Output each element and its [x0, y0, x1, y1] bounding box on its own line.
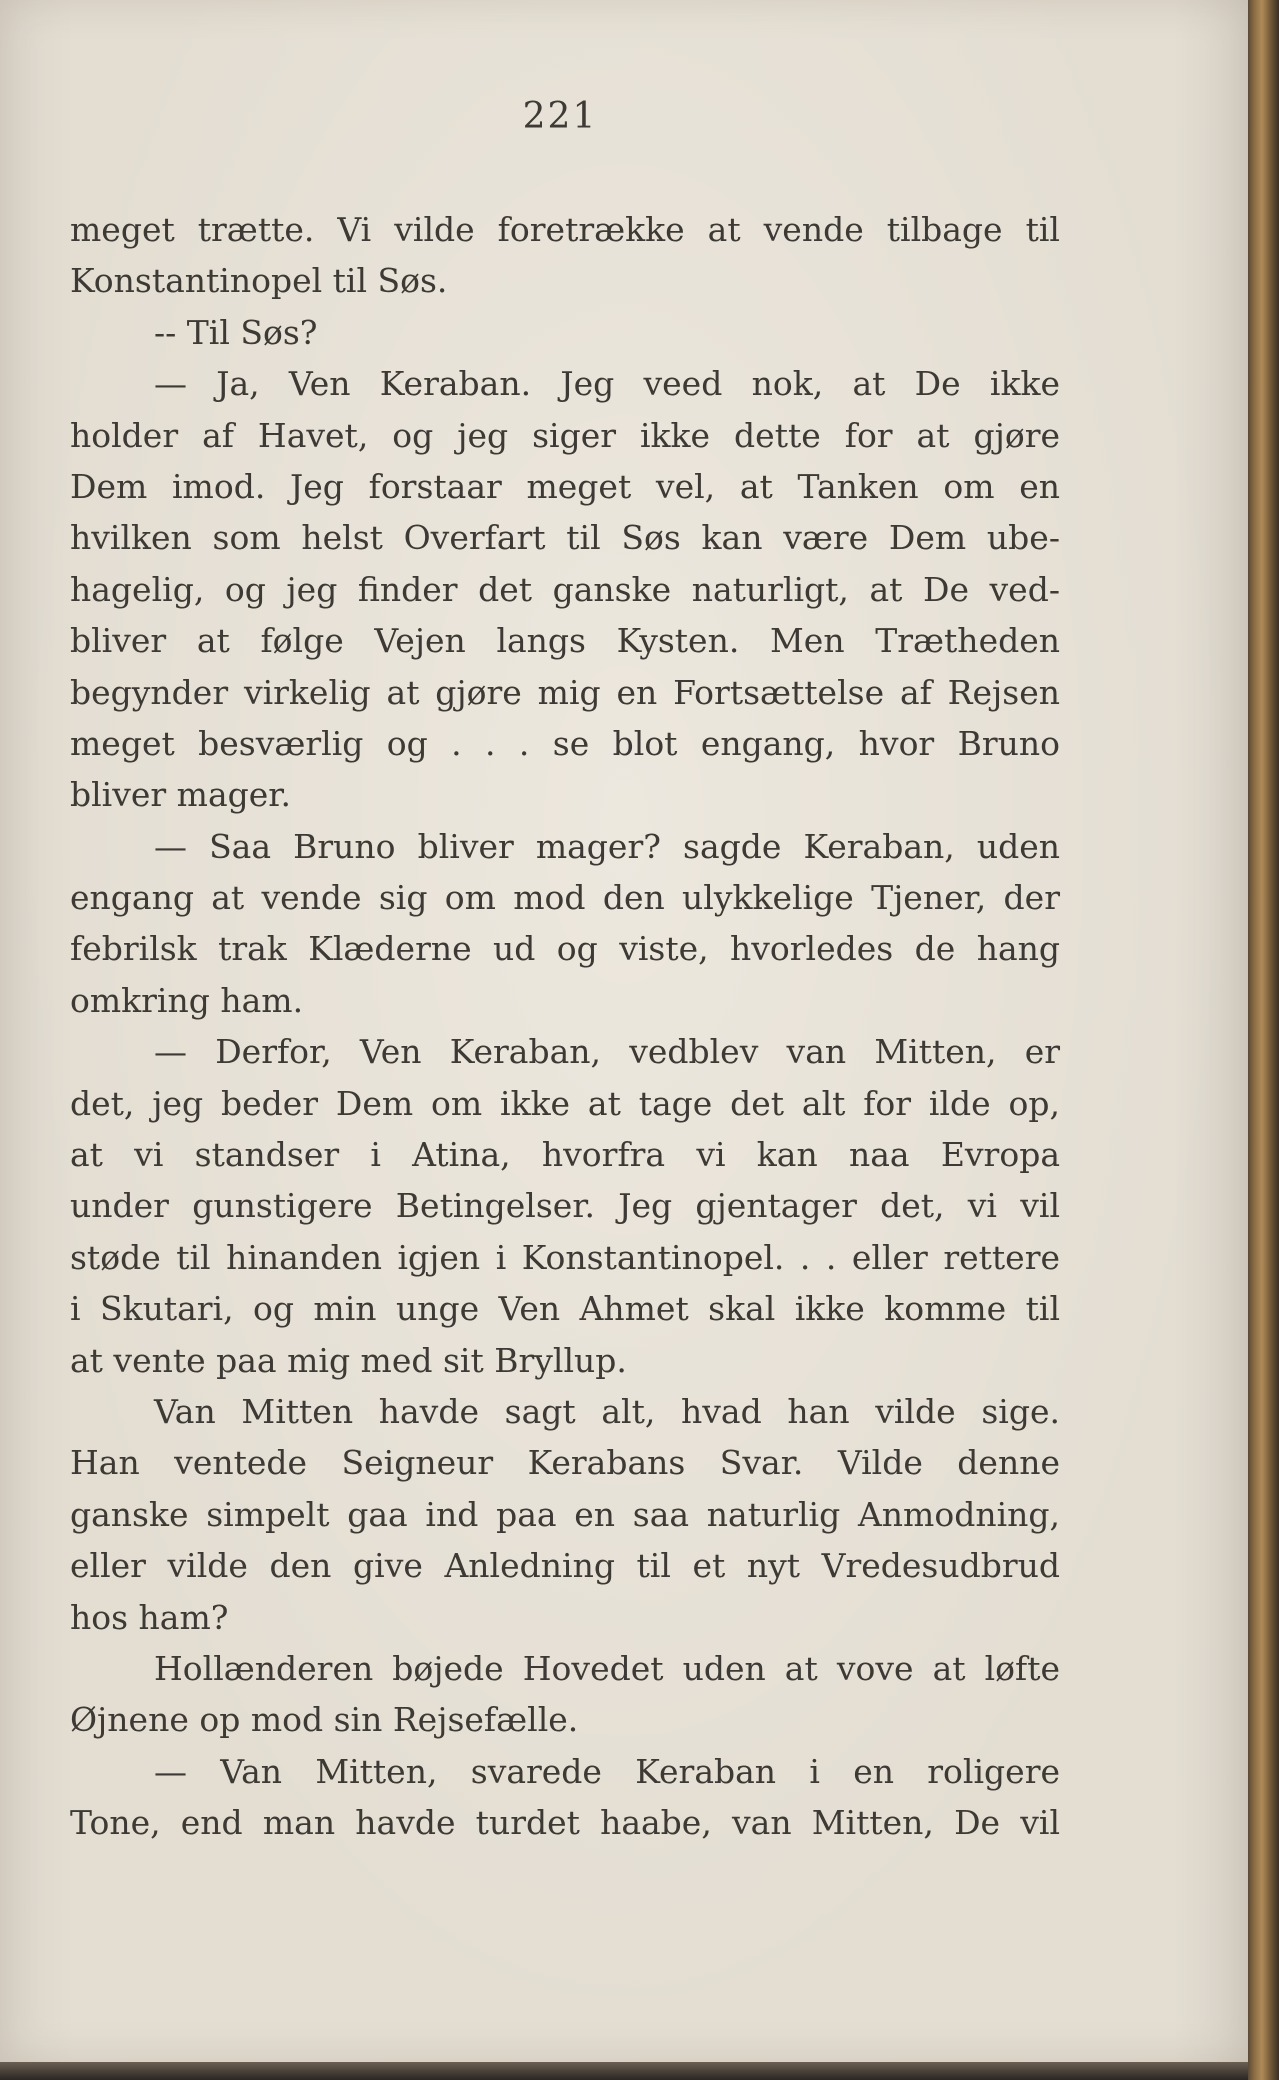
text-line: at vi standser i Atina, hvorfra vi kan naa Evropa	[70, 1135, 1060, 1175]
text-line: Hollænderen bøjede Hovedet uden at vove at løfte	[154, 1648, 1060, 1688]
text-line: bliver at følge Vejen langs Kysten. Men Trætheden	[70, 621, 1060, 661]
text-line: — Ja, Ven Keraban. Jeg veed nok, at De ikke	[154, 364, 1060, 404]
text-line: hos ham?	[70, 1597, 229, 1637]
text-line: — Saa Bruno bliver mager? sagde Keraban, uden	[154, 826, 1060, 866]
text-line: — Derfor, Ven Keraban, vedblev van Mitten, er	[154, 1032, 1060, 1072]
text-line: støde til hinanden igjen i Konstantinopel. . . eller rettere	[70, 1237, 1060, 1277]
text-line: Van Mitten havde sagt alt, hvad han vilde sige.	[154, 1391, 1060, 1431]
text-line: -- Til Søs?	[154, 312, 318, 352]
text-line: ganske simpelt gaa ind paa en saa naturlig Anmodning,	[70, 1494, 1060, 1534]
text-line: meget besværlig og . . . se blot engang, hvor Bruno	[70, 723, 1060, 763]
text-line: hvilken som helst Overfart til Søs kan være Dem ube-	[70, 518, 1060, 558]
text-line: Konstantinopel til Søs.	[70, 261, 448, 301]
text-line: Dem imod. Jeg forstaar meget vel, at Tanken om en	[70, 466, 1060, 506]
text-line: det, jeg beder Dem om ikke at tage det alt for ilde op,	[70, 1083, 1060, 1123]
text-line: omkring ham.	[70, 980, 304, 1020]
book-edge	[1248, 0, 1279, 2080]
text-line: Han ventede Seigneur Kerabans Svar. Vilde denne	[70, 1443, 1060, 1483]
text-line: — Van Mitten, svarede Keraban i en roligere	[154, 1751, 1060, 1791]
page-number: 221	[522, 96, 598, 137]
text-line: Øjnene op mod sin Rejsefælle.	[70, 1700, 579, 1740]
text-line: meget trætte. Vi vilde foretrække at vende tilbage til	[70, 210, 1060, 249]
text-line: bliver mager.	[70, 775, 291, 815]
text-line: engang at vende sig om mod den ulykkelige Tjener, der	[70, 878, 1060, 918]
body-text	[70, 204, 1060, 1849]
text-line: under gunstigere Betingelser. Jeg gjentager det, vi vil	[70, 1186, 1060, 1226]
text-line: at vente paa mig med sit Bryllup.	[70, 1340, 627, 1380]
text-line: hagelig, og jeg finder det ganske naturligt, at De ved-	[70, 569, 1060, 609]
page-bottom-edge	[0, 2062, 1248, 2080]
text-line: febrilsk trak Klæderne ud og viste, hvorledes de hang	[70, 929, 1060, 969]
text-line: begynder virkelig at gjøre mig en Fortsættelse af Rejsen	[70, 672, 1060, 712]
text-line: i Skutari, og min unge Ven Ahmet skal ikke komme til	[70, 1289, 1060, 1329]
text-line: holder af Havet, og jeg siger ikke dette for at gjøre	[70, 415, 1060, 455]
text-line: eller vilde den give Anledning til et nyt Vredesudbrud	[70, 1546, 1060, 1586]
text-line: Tone, end man havde turdet haabe, van Mitten, De vil	[70, 1803, 1060, 1843]
